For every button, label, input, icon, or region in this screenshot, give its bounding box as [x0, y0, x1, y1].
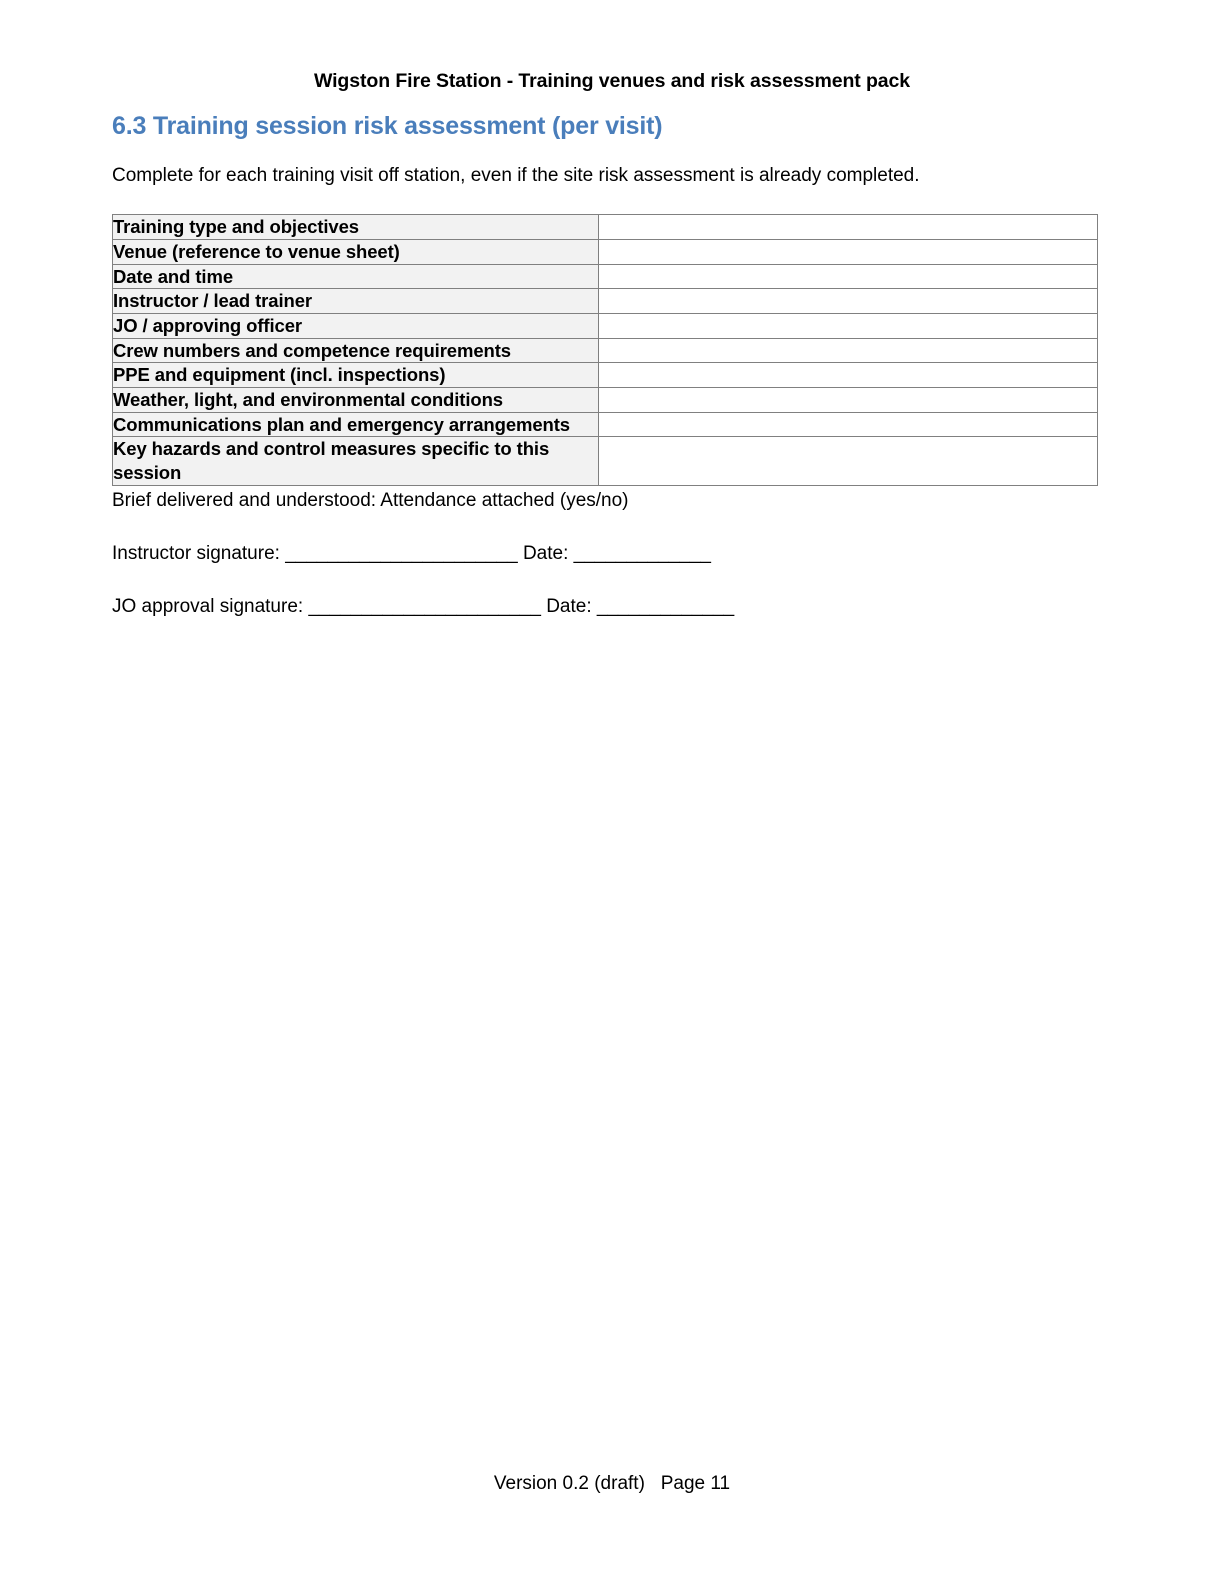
- row-value-field[interactable]: [599, 289, 1098, 314]
- brief-delivered-line: Brief delivered and understood: Attendance attached (yes/no): [112, 490, 629, 512]
- sign-off-block: [112, 488, 1092, 619]
- table-row: [113, 388, 1098, 413]
- row-label: Weather, light, and environmental conditions: [113, 388, 599, 413]
- page-content: [112, 112, 1092, 619]
- row-label: Crew numbers and competence requirements: [113, 338, 599, 363]
- row-label: JO / approving officer: [113, 314, 599, 339]
- row-value-field[interactable]: [599, 437, 1098, 486]
- row-label: PPE and equipment (incl. inspections): [113, 363, 599, 388]
- table-row: [113, 314, 1098, 339]
- table-row: [113, 412, 1098, 437]
- row-label: Venue (reference to venue sheet): [113, 240, 599, 265]
- table-row: [113, 215, 1098, 240]
- row-label: Date and time: [113, 264, 599, 289]
- table-row: [113, 363, 1098, 388]
- row-value-field[interactable]: [599, 388, 1098, 413]
- row-value-field[interactable]: [599, 338, 1098, 363]
- row-label: Key hazards and control measures specific to this session: [113, 437, 599, 486]
- jo-approval-signature-line[interactable]: JO approval signature: ______________________ Date: _____________: [112, 595, 735, 617]
- row-value-field[interactable]: [599, 363, 1098, 388]
- instructor-signature-line[interactable]: Instructor signature: ______________________ Date: _____________: [112, 543, 712, 565]
- row-value-field[interactable]: [599, 412, 1098, 437]
- row-value-field[interactable]: [599, 314, 1098, 339]
- table-row: [113, 437, 1098, 486]
- row-label: Training type and objectives: [113, 215, 599, 240]
- row-value-field[interactable]: [599, 264, 1098, 289]
- table-row: [113, 264, 1098, 289]
- table-row: [113, 338, 1098, 363]
- table-row: [113, 240, 1098, 265]
- row-label: Communications plan and emergency arrangements: [113, 412, 599, 437]
- page-title: 6.3 Training session risk assessment (per visit): [112, 112, 663, 140]
- row-label: Instructor / lead trainer: [113, 289, 599, 314]
- page-footer: Version 0.2 (draft) Page 11: [493, 1473, 731, 1494]
- risk-assessment-table: [112, 214, 1098, 486]
- running-header: Wigston Fire Station - Training venues and risk assessment pack: [313, 70, 911, 92]
- table-row: [113, 289, 1098, 314]
- intro-paragraph: Complete for each training visit off station, even if the site risk assessment is already completed.: [112, 164, 920, 186]
- row-value-field[interactable]: [599, 215, 1098, 240]
- row-value-field[interactable]: [599, 240, 1098, 265]
